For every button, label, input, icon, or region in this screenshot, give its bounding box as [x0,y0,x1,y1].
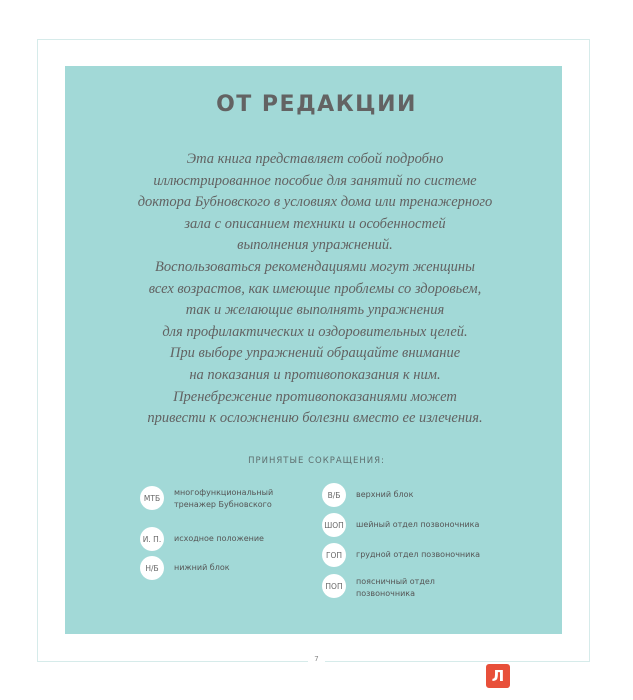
abbreviation-item-shop [322,513,479,537]
page-number-text: 7 [308,655,324,663]
abbreviation-badge: ГОП [322,543,346,567]
description-line: тренажер Бубновского [174,500,272,509]
abbreviation-description [174,486,273,511]
description-line: грудной отдел позвоночника [356,550,481,559]
abbreviation-item-mtb [140,486,273,511]
description-line: поясничный отдел [356,577,435,586]
abbreviation-description [356,574,435,600]
description-line: верхний блок [356,490,414,499]
abbreviation-description [356,543,480,561]
intro-line: При выборе упражнений обращайте внимание [169,345,461,362]
intro-line: иллюстрированное пособие для занятий по системе [153,172,477,189]
description-line: исходное положение [174,534,264,543]
abbreviation-item-nb [140,556,230,580]
abbreviation-description [174,527,264,545]
intro-line: для профилактических и оздоровительных целей. [162,323,468,340]
abbreviation-item-gop [322,543,480,567]
intro-line: Эта книга представляет собой подробно [186,151,444,167]
abbreviation-badge: Н/Б [140,556,164,580]
intro-line: выполнения упражнений. [237,237,393,254]
intro-line: Пренебрежение противопоказаниями может [173,388,457,405]
description-line: позвоночника [356,589,416,598]
publisher-logo-icon: Л [486,664,510,688]
intro-line: привести к осложнению болезни вместо ее излечения. [147,410,483,427]
abbreviations-heading: ПРИНЯТЫЕ СОКРАЩЕНИЯ: [248,456,385,466]
abbreviation-item-pop [322,574,435,600]
abbreviation-badge: В/Б [322,483,346,507]
intro-line: доктора Бубновского в условиях дома или тренажерного [137,194,493,211]
page-number [0,655,633,663]
intro-line: Воспользоваться рекомендациями могут женщины [155,258,475,275]
description-line: шейный отдел позвоночника [356,520,480,529]
intro-line: всех возрастов, как имеющие проблемы со здоровьем, [148,280,482,297]
abbreviation-badge: МТБ [140,486,164,510]
abbreviation-description [174,556,230,574]
abbreviation-description [356,513,479,531]
abbreviation-item-vb [322,483,413,507]
intro-text [100,149,530,430]
abbreviation-badge: И. П. [140,527,164,551]
intro-line: на показания и противопоказания к ним. [189,366,441,383]
abbreviation-badge: ПОП [322,574,346,598]
intro-line: так и желающие выполнять упражнения [185,302,445,319]
abbreviation-description [356,483,413,501]
description-line: многофункциональный [174,488,274,497]
abbreviation-item-ip [140,527,264,551]
abbreviation-badge: ШОП [322,513,346,537]
description-line: нижний блок [174,563,230,572]
page-title: ОТ РЕДАКЦИИ [216,92,417,117]
intro-line: зала с описанием техники и особенностей [184,215,446,232]
